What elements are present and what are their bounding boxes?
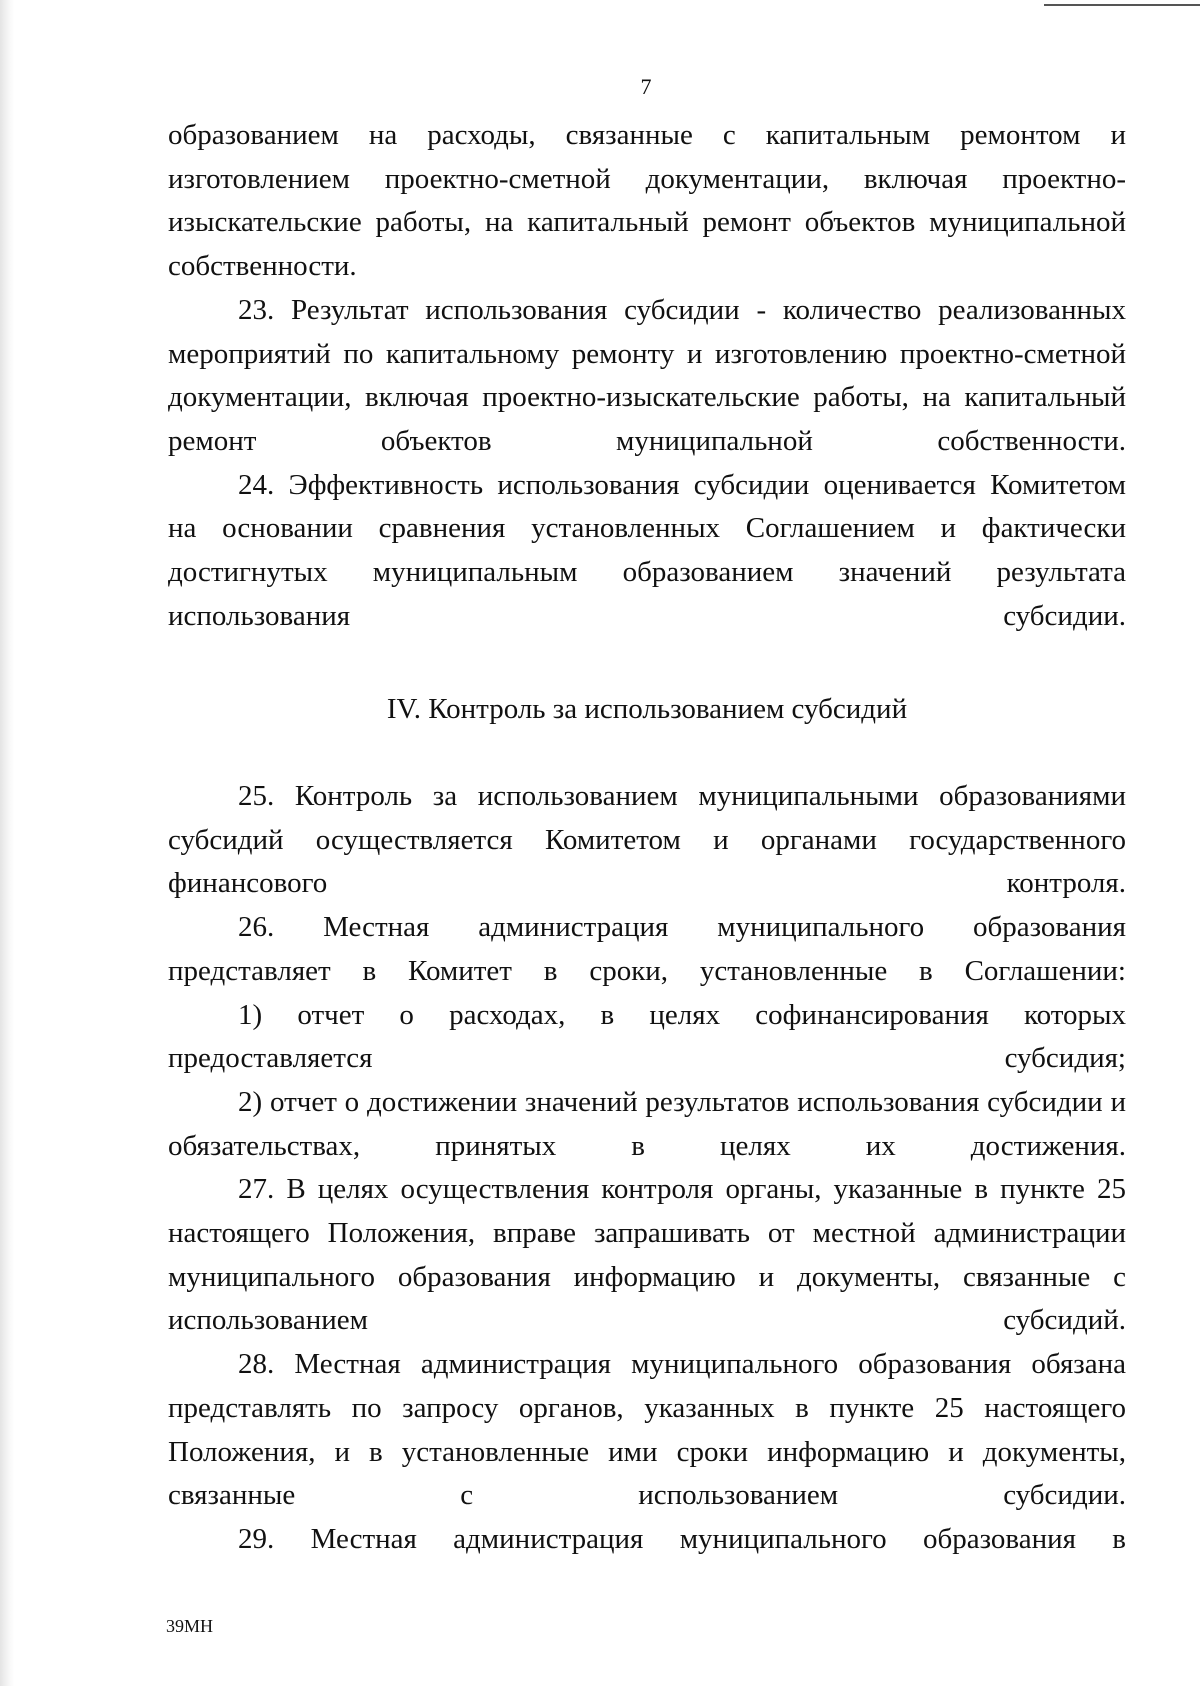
paragraph-28: 28. Местная администрация муниципального образования обязана представлять по запросу органов, указанных в пункте 25 настоящего Положения, и в установленные ими сроки информацию и документы, связанные с использованием субсидии.: [168, 1348, 1126, 1512]
paragraph-23: 23. Результат использования субсидии - количество реализованных мероприятий по капитальному ремонту и изготовлению проектно-сметной документации, включая проектно-изыскательские работы, на капитальный ремонт объектов муниципальной собственности.: [168, 293, 1126, 457]
paragraph-29: 29. Местная администрация муниципального образования в: [238, 1522, 1126, 1555]
paragraph-24: 24. Эффективность использования субсидии оценивается Комитетом на основании сравнения установленных Соглашением и фактически достигнутых муниципальным образованием значений результата использования субсидии.: [168, 468, 1126, 632]
paragraph-25: 25. Контроль за использованием муниципальными образованиями субсидий осуществляется Комитетом и органами государственного финансового контроля.: [168, 780, 1126, 900]
text-block-lower: [168, 775, 1126, 1562]
scan-edge-shadow: [0, 0, 14, 1686]
paragraph-27: 27. В целях осуществления контроля органы, указанные в пункте 25 настоящего Положения, вправе запрашивать от местной администрации муниципального образования информацию и документы, связанные с использованием субсидий.: [168, 1173, 1126, 1337]
section-heading: IV. Контроль за использованием субсидий: [386, 693, 908, 725]
paragraph-26-item-1: 1) отчет о расходах, в целях софинансирования которых предоставляется субсидия;: [168, 998, 1126, 1075]
paragraph-continuation: образованием на расходы, связанные с капитальным ремонтом и изготовлением проектно-сметной документации, включая проектно-изыскательские работы, на капитальный ремонт объектов муниципальной собственности.: [168, 119, 1126, 283]
text-block-upper: [168, 114, 1126, 638]
footer-code: 39МН: [166, 1616, 214, 1636]
page-number: 7: [640, 74, 652, 99]
paragraph-26: 26. Местная администрация муниципального образования представляет в Комитет в сроки, установленные в Соглашении:: [168, 911, 1126, 987]
paragraph-26-item-2: 2) отчет о достижении значений результатов использования субсидии и обязательствах, принятых в целях их достижения.: [168, 1085, 1126, 1162]
top-border-line: [1044, 4, 1200, 6]
